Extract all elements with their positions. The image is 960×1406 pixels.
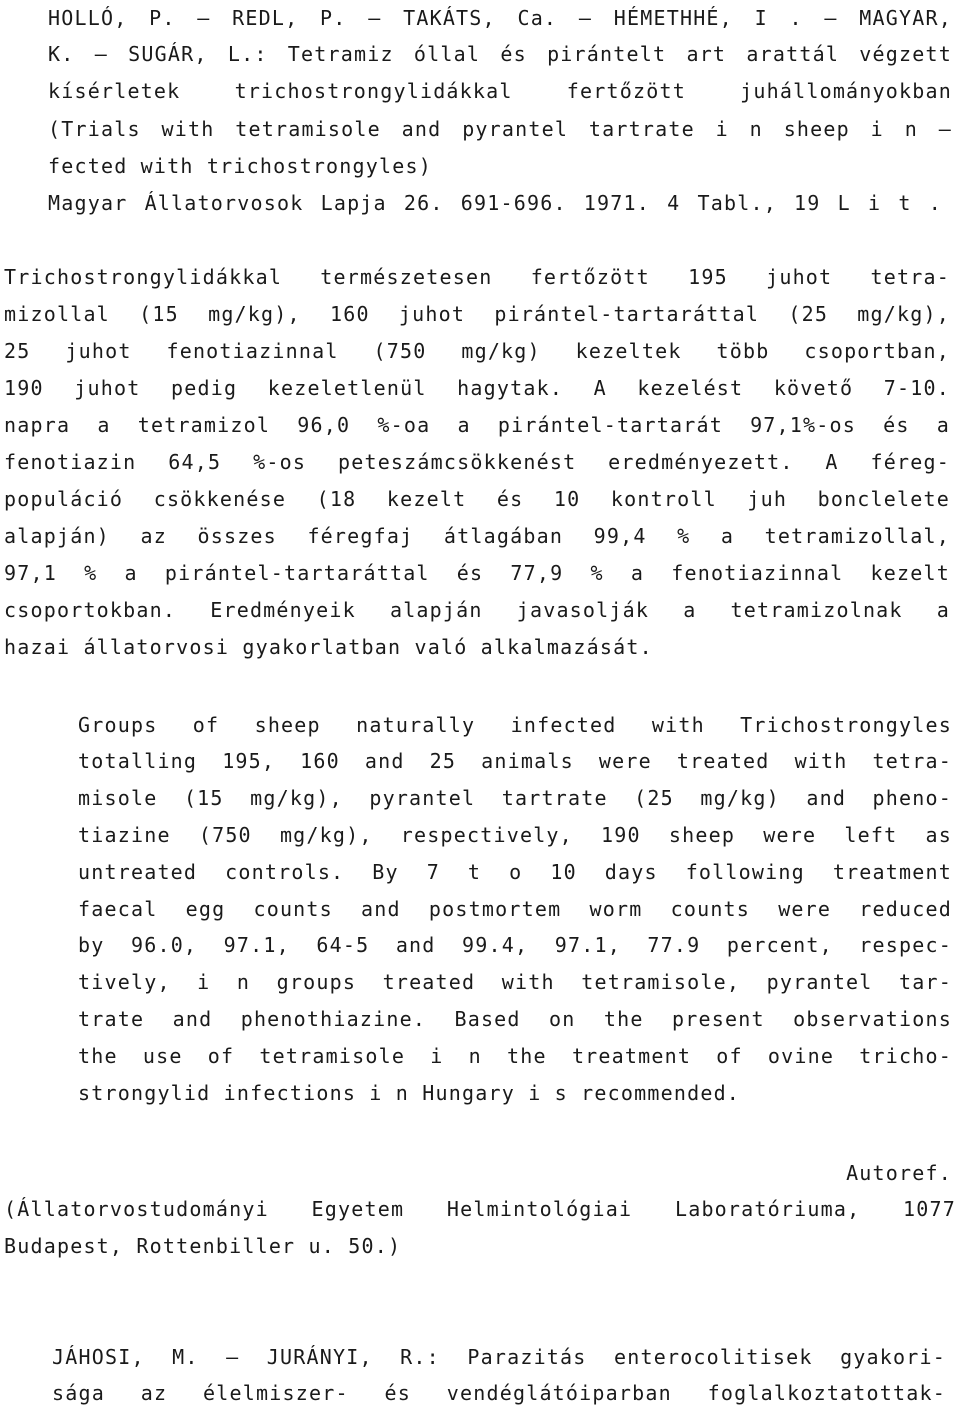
abstract-line: csoportokban. Eredményeik alapján javasolják a tetramizolnak a — [4, 598, 950, 622]
citation-line: kísérletek trichostrongylidákkal fertőzött juhállományokban — [48, 79, 952, 103]
abstract-line: hazai állatorvosi gyakorlatban való alkalmazását. — [4, 635, 653, 659]
abstract-line: tiazine (750 mg/kg), respectively, 190 sheep were left as — [78, 823, 952, 847]
citation-line: JÁHOSI, M. – JURÁNYI, R.: Parazitás enterocolitisek gyakori- — [52, 1345, 946, 1369]
abstract-line: 190 juhot pedig kezeletlenül hagytak. A kezelést követő 7-10. — [4, 376, 950, 400]
abstract-line: fenotiazin 64,5 %-os peteszámcsökkenést eredményezett. A féreg- — [4, 450, 950, 474]
abstract-line: strongylid infections i n Hungary i s recommended. — [78, 1081, 741, 1105]
citation-line: (Trials with tetramisole and pyrantel tartrate i n sheep i n – — [48, 117, 952, 141]
abstract-line: Groups of sheep naturally infected with Trichostrongyles — [78, 713, 952, 737]
abstract-line: untreated controls. By 7 t o 10 days following treatment — [78, 860, 952, 884]
address-line: Budapest, Rottenbiller u. 50.) — [4, 1234, 402, 1258]
citation-line: K. – SUGÁR, L.: Tetramiz óllal és pirántelt art arattál végzett — [48, 42, 952, 66]
abstract-line: faecal egg counts and postmortem worm counts were reduced — [78, 897, 952, 921]
autoref-label: Autoref. — [846, 1161, 952, 1185]
abstract-line: 25 juhot fenotiazinnal (750 mg/kg) kezeltek több csoportban, — [4, 339, 950, 363]
address-line: (Állatorvostudományi Egyetem Helmintológiai Laboratóriuma, 1077 — [4, 1197, 956, 1221]
citation-line: HOLLÓ, P. – REDL, P. – TAKÁTS, Ca. – HÉMETHHÉ, I . – MAGYAR, — [48, 6, 952, 30]
next-citation — [52, 1340, 952, 1406]
citation-line: fected with trichostrongyles) — [48, 154, 432, 178]
abstract-line: trate and phenothiazine. Based on the present observations — [78, 1007, 952, 1031]
abstract-line: misole (15 mg/kg), pyrantel tartrate (25 mg/kg) and pheno- — [78, 786, 952, 810]
abstract-line: mizollal (15 mg/kg), 160 juhot pirántel-tartaráttal (25 mg/kg), — [4, 302, 950, 326]
hungarian-abstract — [4, 260, 956, 670]
abstract-line: populáció csökkenése (18 kezelt és 10 kontroll juh bonclelete — [4, 487, 950, 511]
abstract-line: the use of tetramisole i n the treatment of ovine tricho- — [78, 1044, 952, 1068]
abstract-line: tively, i n groups treated with tetramisole, pyrantel tar- — [78, 970, 952, 994]
author-note — [4, 1155, 956, 1265]
citation-block — [48, 0, 956, 230]
abstract-line: napra a tetramizol 96,0 %-oa a pirántel-tartarát 97,1%-os és a — [4, 413, 950, 437]
abstract-line: Trichostrongylidákkal természetesen fertőzött 195 juhot tetra- — [4, 265, 950, 289]
abstract-line: 97,1 % a pirántel-tartaráttal és 77,9 % a fenotiazinnal kezelt — [4, 561, 950, 585]
english-abstract — [78, 708, 956, 1108]
abstract-line: alapján) az összes féregfaj átlagában 99,4 % a tetramizollal, — [4, 524, 950, 548]
citation-source: Magyar Állatorvosok Lapja 26. 691-696. 1971. 4 Tabl., 19 L i t . — [48, 191, 942, 215]
abstract-line: by 96.0, 97.1, 64-5 and 99.4, 97.1, 77.9 percent, respec- — [78, 933, 952, 957]
abstract-line: totalling 195, 160 and 25 animals were treated with tetra- — [78, 749, 952, 773]
citation-line: sága az élelmiszer- és vendéglátóiparban foglalkoztatottak- — [52, 1381, 946, 1405]
